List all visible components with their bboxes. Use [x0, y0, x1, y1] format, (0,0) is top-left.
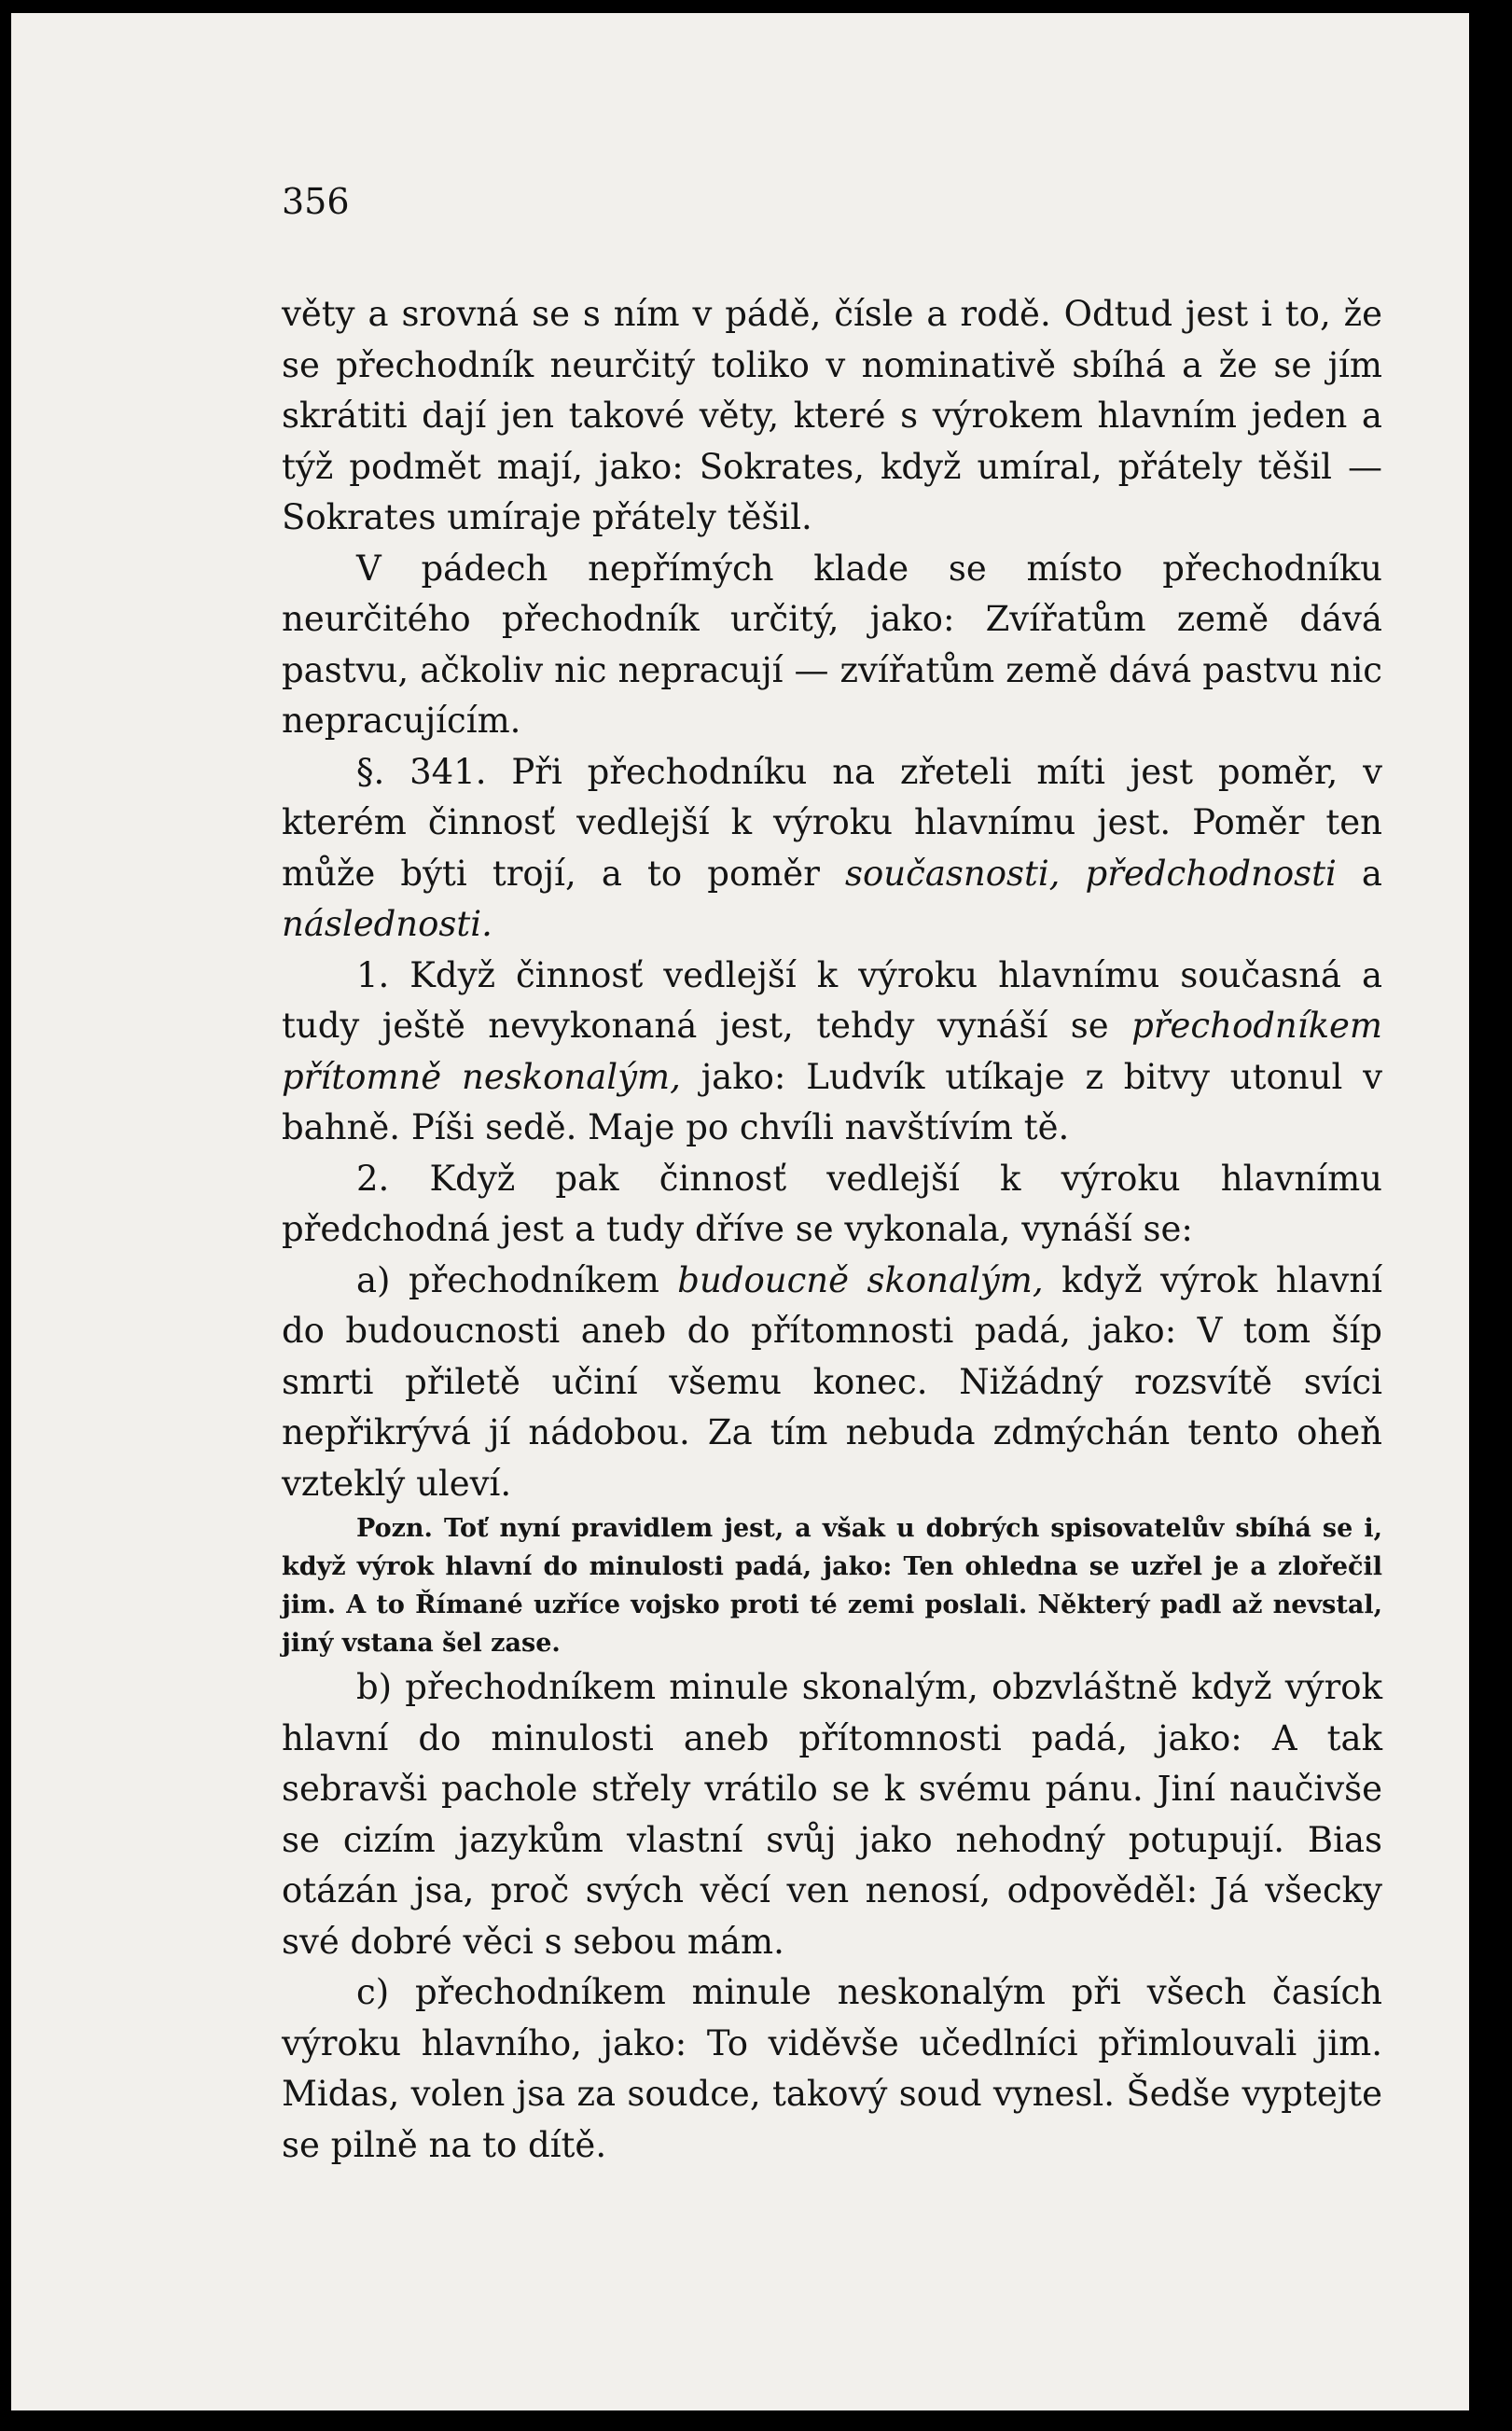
paragraph-1 [282, 289, 1382, 544]
text-run: 2. Když pak činnosť vedlejší k výroku hlavnímu předchodná jest a tudy dříve se vykonala, vynáší se: [282, 1158, 1382, 1249]
paragraph-3 [282, 747, 1382, 951]
text-run: c) přechodníkem minule neskonalým při všech časích výroku hlavního, jako: To viděvše učedlníci přimlouvali jim. Midas, volen jsa za soudce, takový soud vynesl. Šedše vyptejte se pilně na to dítě. [282, 1972, 1382, 2165]
text-run: věty a srovná se s ním v pádě, čísle a rodě. Odtud jest i to, že se přechodník neurčitý toliko v nominativě sbíhá a že se jím skrátiti dají jen takové věty, které s výrokem hlavním jeden a týž podmět mají, jako: Sokrates, když umíral, přátely těšil — Sokrates umíraje přátely těšil. [282, 294, 1382, 537]
page-number: 356 [282, 181, 350, 222]
text-run: budoucně skonalým, [677, 1259, 1044, 1300]
text-run: když výrok hlavní do budoucnosti aneb do přítomnosti padá, jako: V tom šíp smrti přiletě učiní všemu konec. Nižádný rozsvítě svíci nepřikrývá jí nádobou. Za tím nebuda zdmýchán tento oheň vzteklý uleví. [282, 1259, 1382, 1504]
text-run: b) přechodníkem minule skonalým, obzvláštně když výrok hlavní do minulosti aneb přítomnosti padá, jako: A tak sebravši pachole střely vrátilo se k svému pánu. Jiní naučivše se cizím jazykům vlastní svůj jako nehodný potupují. Bias otázán jsa, proč svých věcí ven nenosí, odpověděl: Já všecky své dobré věci s sebou mám. [282, 1667, 1382, 1962]
paragraph-7 [282, 1662, 1382, 1967]
text-run: a) přechodníkem [356, 1259, 678, 1300]
text-block [282, 187, 1382, 2171]
text-run: a [1336, 853, 1382, 894]
text-run: jako: Ludvík utíkaje z bitvy utonul v bahně. Píši sedě. Maje po chvíli navštívím tě. [282, 1056, 1382, 1147]
body-text [282, 289, 1382, 2171]
paragraph-6 [282, 1256, 1382, 1510]
paragraph-5 [282, 1154, 1382, 1256]
paragraph-8 [282, 1967, 1382, 2171]
text-run: současnosti, předchodnosti [845, 853, 1337, 894]
book-page [11, 13, 1469, 2410]
text-run: §. 341. Při přechodníku na zřeteli míti jest poměr, v kterém činnosť vedlejší k výroku hlavnímu jest. Poměr ten může býti trojí, a to poměr [282, 751, 1382, 894]
paragraph-4 [282, 951, 1382, 1154]
text-run: 1. Když činnosť vedlejší k výroku hlavnímu současná a tudy ještě nevykonaná jest, tehdy vynáší se [282, 954, 1382, 1046]
note-paragraph: Pozn. Toť nyní pravidlem jest, a však u dobrých spisovatelův sbíhá se i, když výrok hlavní do minulosti padá, jako: Ten ohledna se uzřel je a zlořečil jim. A to Římané uzříce vojsko proti té zemi poslali. Některý padl až nevstal, jiný vstana šel zase. [282, 1514, 1382, 1658]
paragraph-2 [282, 544, 1382, 747]
text-run: následnosti. [282, 904, 492, 944]
text-run: přechodníkem přítomně neskonalým, [282, 1006, 1382, 1097]
text-run: V pádech nepřímých klade se místo přechodníku neurčitého přechodník určitý, jako: Zvířatům země dává pastvu, ačkoliv nic nepracují — zvířatům země dává pastvu nic nepracujícím. [282, 548, 1382, 741]
